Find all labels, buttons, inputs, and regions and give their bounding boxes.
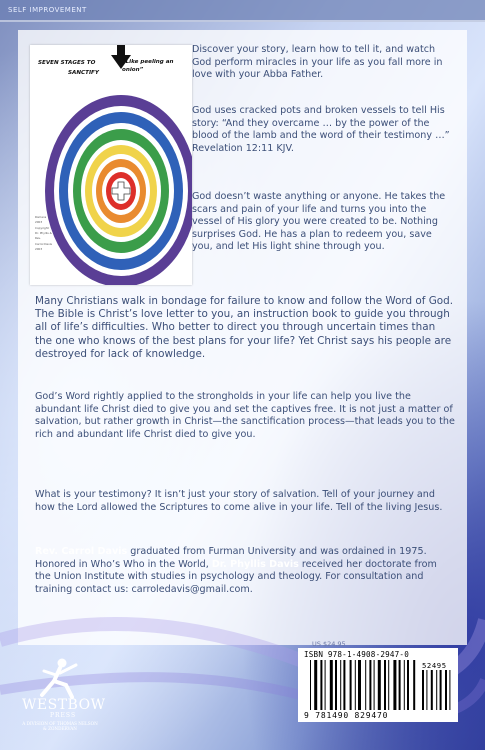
blurb-paragraph-4: Many Christians walk in bondage for failure to know and follow the Word of God. The Bible is Christ’s love letter to you, an instruction book to guide you through all of life’s difficulties. Who better to direct you through uncertain times than the one who knows of the best plans for your life? Yet Christ says his people are destroyed for lack of knowledge.	[35, 295, 454, 360]
isbn-digits: 9 781490 829470	[304, 711, 389, 720]
runner-logo-icon	[10, 655, 110, 700]
onion-diagram	[30, 45, 192, 285]
author-name-1: Rev. Carrol Davis	[35, 546, 128, 557]
isbn-addon: 52495	[422, 661, 447, 670]
figure-title-2: SANCTIFY	[68, 70, 99, 76]
category-label: SELF IMPROVEMENT	[8, 6, 87, 14]
blurb-paragraph-5: God’s Word rightly applied to the strongholds in your life can help you live the abundant life Christ died to give you and set the captives free. It is not just a matter of salvation, but rather growth in Christ—the sanctification process—that leads you to the rich and abundant life Christ died to give you.	[35, 391, 455, 440]
publisher-name: WESTBOW	[22, 697, 106, 713]
price-label: US $24.95	[312, 640, 346, 648]
figure-quote: “Like peeling an onion”	[122, 59, 174, 73]
isbn-text: ISBN 978-1-4908-2947-0	[304, 650, 409, 659]
blurb-paragraph-1: Discover your story, learn how to tell it, and watch God perform miracles in your life as you fall more in love with your Abba Father.	[192, 44, 443, 81]
figure-copyright: Romans 2003 Copyright Dr. Phyllis & Rev. Carrol Davis 2003	[35, 215, 52, 251]
publisher-division: A DIVISION OF THOMAS NELSON & ZONDERVAN	[22, 721, 98, 731]
barcode	[298, 648, 458, 722]
blurb-paragraph-2: God uses cracked pots and broken vessels to tell His story: “And they overcame … by the power of the blood of the lamb and the word of their testimony …” Revelation 12:11 KJV.	[192, 105, 450, 154]
author-bio: Rev. Carrol Davis graduated from Furman University and was ordained in 1975. Honored in Who’s Who in the World, Dr. Phyllis Davis received her doctorate from the Union Institute with studies in psychology and theology. For consultation and training contact us: carroledavis@gmail.com.	[35, 546, 437, 595]
figure-title-1: SEVEN STAGES TO	[38, 60, 96, 66]
publisher-press: PRESS	[50, 712, 77, 719]
blurb-paragraph-6: What is your testimony? It isn’t just your story of salvation. Tell of your journey and how the Lord allowed the Scriptures to come alive in your life. Tell of the living Jesus.	[35, 489, 443, 513]
blurb-paragraph-3: God doesn’t waste anything or anyone. He takes the scars and pain of your life and turns you into the vessel of His glory you were created to be. Nothing surprises God. He has a plan to redeem you, save you, and let His light shine through you.	[192, 191, 446, 253]
author-name-2: Dr. Phyllis Davis	[211, 558, 299, 570]
publisher-logo	[10, 655, 110, 735]
